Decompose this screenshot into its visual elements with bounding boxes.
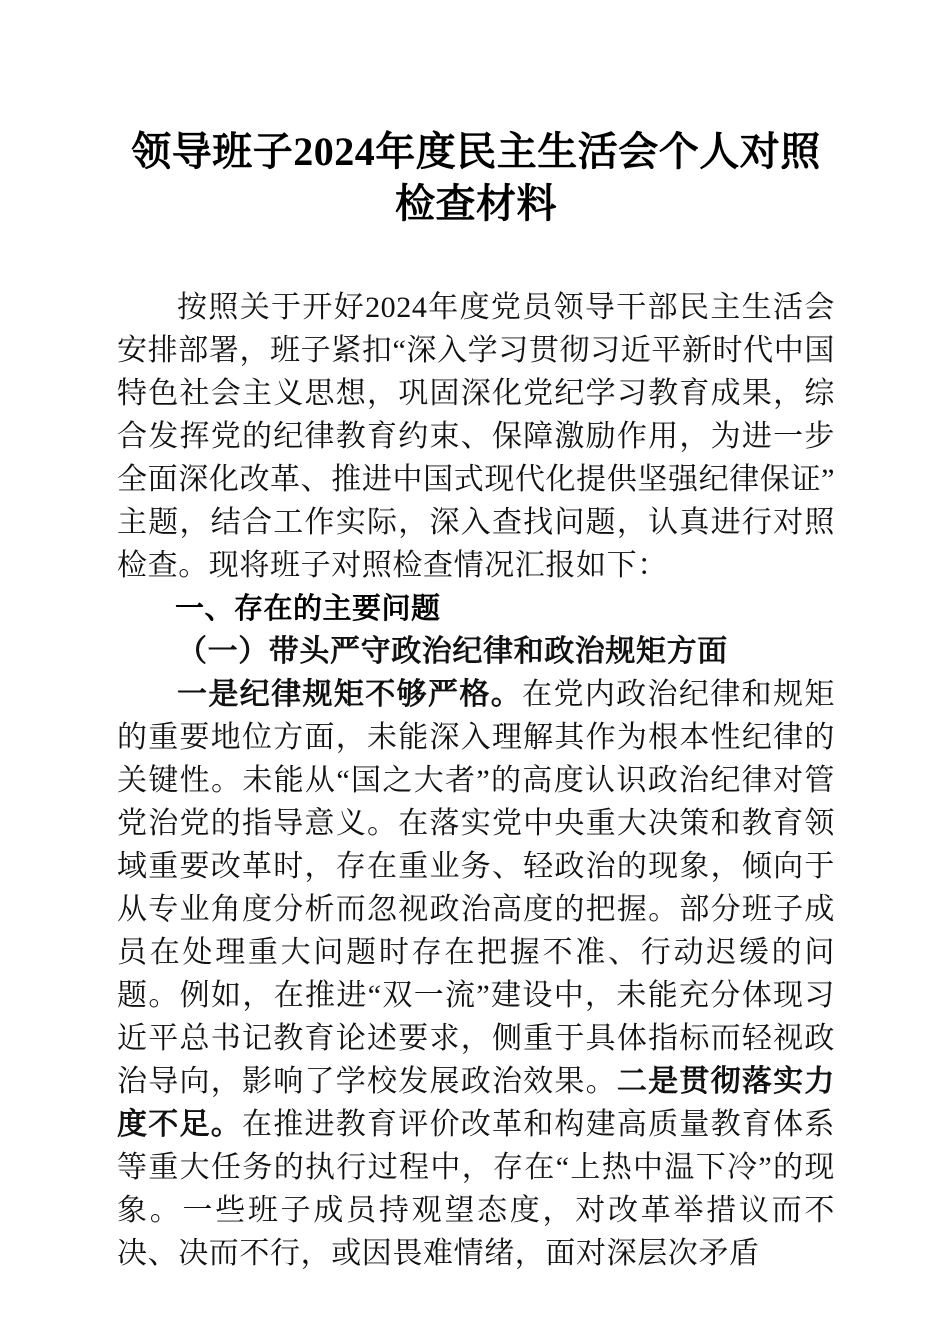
run-bold-first-issue: 一是纪律规矩不够严格。 xyxy=(177,678,523,711)
heading-political-discipline-aspect: （一）带头严守政治纪律和政治规矩方面 xyxy=(177,635,728,668)
page-title: 领导班子2024年度民主生活会个人对照检查材料 xyxy=(131,129,821,226)
paragraph-preamble: 按照关于开好2024年度党员领导干部民主生活会安排部署，班子紧扣“深入学习贯彻习近平新时代中国特色社会主义思想，巩固深化党纪学习教育成果，综合发挥党的纪律教育约束、保障激励作用，为进一步全面深化改革、推进中国式现代化提供坚强纪律保证”主题，结合工作实际，深入查找问题，认真进行对照检查。现将班子对照检查情况汇报如下： xyxy=(117,291,835,582)
page-body xyxy=(117,0,835,1275)
run-body-second-issue: 在推进教育评价改革和构建高质量教育体系等重大任务的执行过程中，存在“上热中温下冷”的现象。一些班子成员持观望态度，对改革举措议而不决、决而不行，或因畏难情绪，面对深层次矛盾 xyxy=(117,1108,835,1270)
run-body-first-issue: 在党内政治纪律和规矩的重要地位方面，未能深入理解其作为根本性纪律的关键性。未能从“国之大者”的高度认识政治纪律对管党治党的指导意义。在落实党中央重大决策和教育领域重要改革时，存在重业务、轻政治的现象，倾向于从专业角度分析而忽视政治高度的把握。部分班子成员在处理重大问题时存在把握不准、行动迟缓的问题。例如，在推进“双一流”建设中，未能充分体现习近平总书记教育论述要求，侧重于具体指标而轻视政治导向，影响了学校发展政治效果。 xyxy=(117,678,836,1098)
heading-existing-main-problems: 一、存在的主要问题 xyxy=(175,593,441,625)
paragraph-issue-political-discipline xyxy=(117,673,835,1275)
run-bold-second-issue: 二是贯彻落实力度不足。 xyxy=(117,1065,835,1141)
